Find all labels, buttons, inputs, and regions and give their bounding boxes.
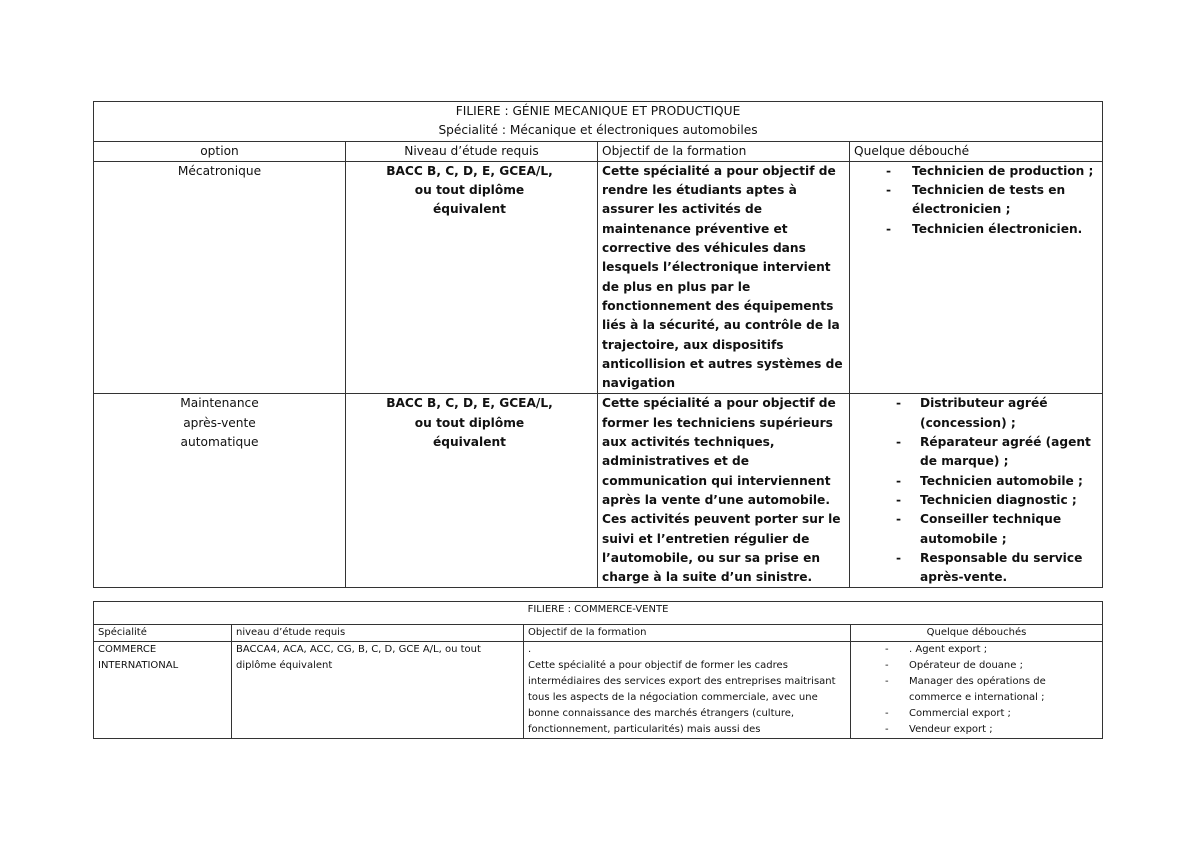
table-genie-mecanique xyxy=(93,101,1103,588)
filiere-title: FILIERE : GÉNIE MECANIQUE ET PRODUCTIQUE xyxy=(455,104,741,118)
niveau-cell: BACC B, C, D, E, GCEA/L, ou tout diplôme équivalent xyxy=(346,161,598,394)
table-row xyxy=(94,161,1103,394)
header-option: option xyxy=(94,141,346,161)
specialite-cell: COMMERCE INTERNATIONAL xyxy=(94,642,232,739)
debouches-cell xyxy=(851,642,1103,739)
header-objectif: Objectif de la formation xyxy=(524,625,851,642)
list-item: - . Agent export ; xyxy=(855,642,1098,658)
option-cell: Maintenance après-vente automatique xyxy=(94,394,346,588)
debouches-cell xyxy=(850,394,1103,588)
list-item: - Technicien de production ; xyxy=(854,162,1098,181)
list-item: - Opérateur de douane ; xyxy=(855,658,1098,674)
header-debouches: Quelque débouchés xyxy=(851,625,1103,642)
header-niveau: Niveau d’étude requis xyxy=(346,141,598,161)
list-item: - Réparateur agréé (agent de marque) ; xyxy=(854,433,1098,472)
list-item: - Distributeur agréé (concession) ; xyxy=(854,394,1098,433)
niveau-cell: BACCA4, ACA, ACC, CG, B, C, D, GCE A/L, ou tout diplôme équivalent xyxy=(232,642,524,739)
debouches-list xyxy=(854,162,1098,239)
header-specialite: Spécialité xyxy=(94,625,232,642)
objectif-text: Cette spécialité a pour objectif de former les cadres intermédiaires des services export des entreprises maitrisant tous les aspects de la négociation commerciale, avec une bonne connaissance des marchés étrangers (culture, fonctionnement, particularités) mais aussi des xyxy=(528,660,836,735)
debouches-list xyxy=(855,642,1098,738)
list-item: - Conseiller technique automobile ; xyxy=(854,510,1098,549)
specialite-title: Spécialité : Mécanique et électroniques automobiles xyxy=(438,123,758,138)
list-item: - Responsable du service après-vente. xyxy=(854,549,1098,588)
list-item: - Vendeur export ; xyxy=(855,722,1098,738)
table-commerce-vente xyxy=(93,601,1103,739)
table-title-cell xyxy=(94,102,1103,142)
filiere-title: FILIERE : COMMERCE-VENTE xyxy=(94,602,1103,625)
list-item: - Technicien automobile ; xyxy=(854,472,1098,491)
header-niveau: niveau d’étude requis xyxy=(232,625,524,642)
header-debouche: Quelque débouché xyxy=(850,141,1103,161)
objectif-cell xyxy=(524,642,851,739)
objectif-lead: . xyxy=(528,644,532,655)
list-item: - Technicien diagnostic ; xyxy=(854,491,1098,510)
niveau-cell: BACC B, C, D, E, GCEA/L, ou tout diplôme équivalent xyxy=(346,394,598,588)
header-objectif: Objectif de la formation xyxy=(598,141,850,161)
objectif-cell: Cette spécialité a pour objectif de former les techniciens supérieurs aux activités techniques, administratives et de communication qui interviennent après la vente d’une automobile. Ces activités peuvent porter sur le suivi et l’entretien régulier de l’automobile, ou sur sa prise en charge à la suite d’un sinistre. xyxy=(598,394,850,588)
list-item: - Technicien électronicien. xyxy=(854,220,1098,239)
table-row xyxy=(94,642,1103,739)
list-item: - Commercial export ; xyxy=(855,706,1098,722)
list-item: - Manager des opérations de commerce e international ; xyxy=(855,674,1098,706)
objectif-cell: Cette spécialité a pour objectif de rendre les étudiants aptes à assurer les activités de maintenance préventive et corrective des véhicules dans lesquels l’électronique intervient de plus en plus par le fonctionnement des équipements liés à la sécurité, au contrôle de la trajectoire, aux dispositifs anticollision et autres systèmes de navigation xyxy=(598,161,850,394)
debouches-cell xyxy=(850,161,1103,394)
list-item: - Technicien de tests en électronicien ; xyxy=(854,181,1098,220)
option-cell: Mécatronique xyxy=(94,161,346,394)
debouches-list xyxy=(854,394,1098,587)
table-row xyxy=(94,394,1103,588)
